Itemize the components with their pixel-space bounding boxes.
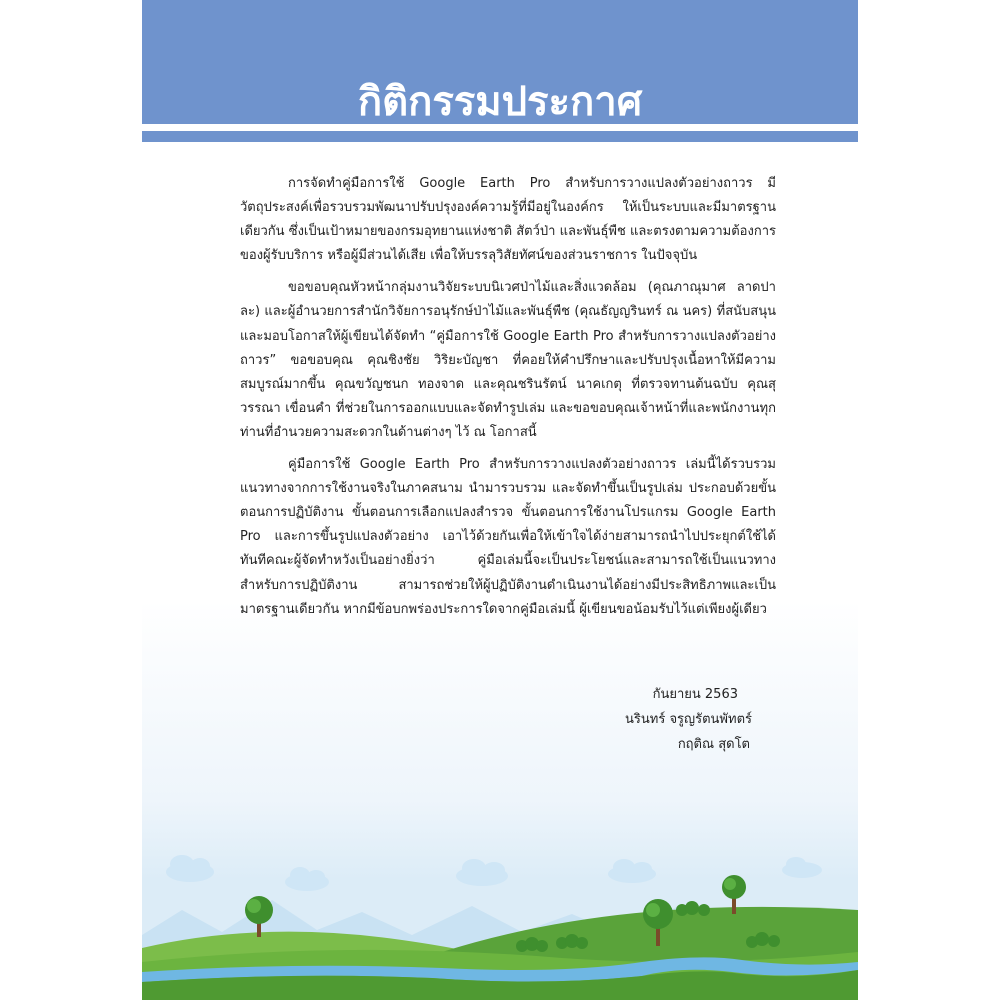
header-stripe bbox=[142, 131, 858, 142]
paragraph-3: คู่มือการใช้ Google Earth Pro สำหรับการวางแปลงตัวอย่างถาวร เล่มนี้ได้รวบรวมแนวทางจากการใช้งานจริงในภาคสนาม นำมารวบรวม และจัดทำขึ้นเป็นรูปเล่ม ประกอบด้วยขั้นตอนการปฏิบัติงาน ขั้นตอนการเลือกแปลงสำรวจ ขั้นตอนการใช้งานโปรแกรม Google Earth Pro และการขึ้นรูปแปลงตัวอย่าง เอาไว้ด้วยกันเพื่อให้เข้าใจได้ง่ายสามารถนำไปประยุกต์ใช้ได้ทันทีคณะผู้จัดทำหวังเป็นอย่างยิ่งว่า คู่มือเล่มนี้จะเป็นประโยชน์และสามารถใช้เป็นแนวทางสำหรับการปฏิบัติงาน สามารถช่วยให้ผู้ปฏิบัติงานดำเนินงานได้อย่างมีประสิทธิภาพและเป็นมาตรฐานเดียวกัน หากมีข้อบกพร่องประการใดจากคู่มือเล่มนี้ ผู้เขียนขอน้อมรับไว้แต่เพียงผู้เดียว bbox=[240, 457, 776, 617]
document-page bbox=[142, 0, 858, 1000]
signature-date: กันยายน 2563 bbox=[652, 687, 738, 702]
signature-author-2: กฤติณ สุดโต bbox=[677, 737, 750, 752]
cloud-icon bbox=[166, 855, 214, 882]
cloud-icon bbox=[285, 867, 329, 891]
page-title: กิติกรรมประกาศ bbox=[357, 79, 643, 125]
cloud-icon bbox=[608, 859, 656, 883]
body-text bbox=[240, 172, 776, 630]
paragraph-2: ขอขอบคุณหัวหน้ากลุ่มงานวิจัยระบบนิเวศป่าไม้และสิ่งแวดล้อม (คุณภาณุมาศ ลาดปาละ) และผู้อำนวยการสำนักวิจัยการอนุรักษ์ป่าไม้และพันธุ์พืช (คุณธัญญรินทร์ ณ นคร) ที่สนับสนุนและมอบโอกาสให้ผู้เขียนได้จัดทำ “คู่มือการใช้ Google Earth Pro สำหรับการวางแปลงตัวอย่างถาวร” ขอขอบคุณ คุณชิงชัย วิริยะบัญชา ที่คอยให้คำปรึกษาและปรับปรุงเนื้อหาให้มีความสมบูรณ์มากขึ้น คุณขวัญชนก ทองจาด และคุณชรินรัตน์ นาคเกตุ ที่ตรวจทานต้นฉบับ คุณสุวรรณา เขื่อนคำ ที่ช่วยในการออกแบบและจัดทำรูปเล่ม และขอขอบคุณเจ้าหน้าที่และพนักงานทุกท่านที่อำนวยความสะดวกในด้านต่างๆ ไว้ ณ โอกาสนี้ bbox=[240, 280, 776, 440]
signature-author-1: นรินทร์ จรูญรัตนพัทตร์ bbox=[625, 712, 752, 727]
paragraph-1: การจัดทำคู่มือการใช้ Google Earth Pro สำหรับการวางแปลงตัวอย่างถาวร มีวัตถุประสงค์เพื่อรวบรวมพัฒนาปรับปรุงองค์ความรู้ที่มีอยู่ในองค์กร ให้เป็นระบบและมีมาตรฐานเดียวกัน ซึ่งเป็นเป้าหมายของกรมอุทยานแห่งชาติ สัตว์ป่า และพันธุ์พืช และตรงตามความต้องการของผู้รับบริการ หรือผู้มีส่วนได้เสีย เพื่อให้บรรลุวิสัยทัศน์ของส่วนราชการ ในปัจจุบัน bbox=[240, 176, 776, 264]
cloud-icon bbox=[782, 857, 822, 878]
cloud-icon bbox=[456, 859, 508, 886]
landscape-illustration bbox=[142, 840, 858, 1000]
signature-block bbox=[492, 682, 752, 757]
